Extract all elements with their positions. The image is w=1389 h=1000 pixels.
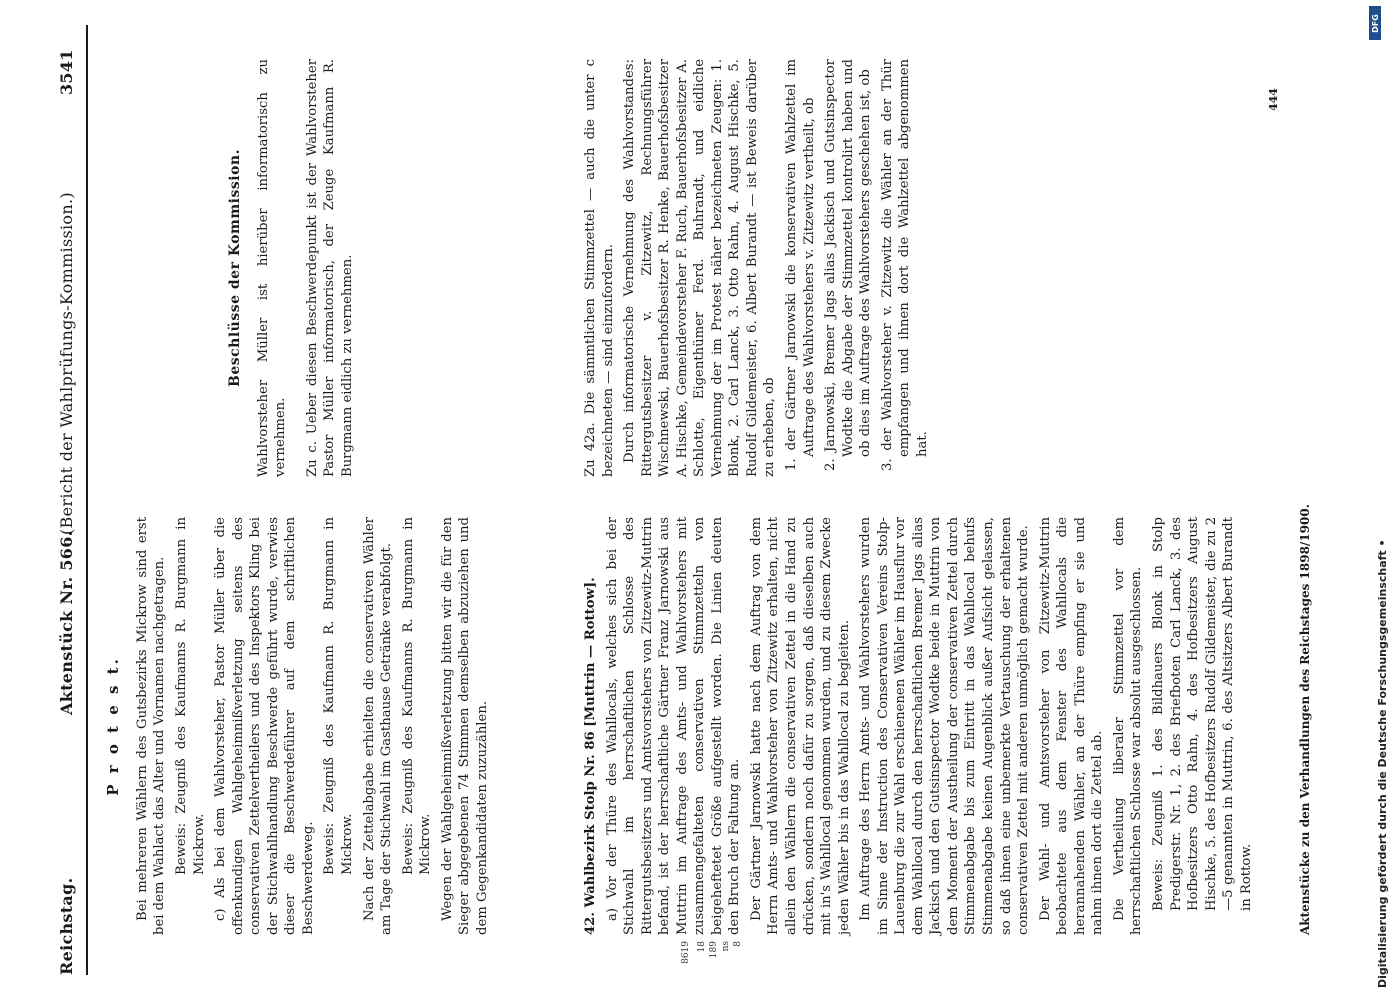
header-rule [86, 25, 88, 975]
commission-paragraph-2: Zu c. Ueber diesen Beschwerdepunkt ist der Wahlvorsteher Pastor Müller informatorisch, der Zeuge Kaufmann R. Burgmann eidlich zu vernehmen. [304, 59, 355, 477]
page-header [56, 25, 82, 975]
commission-item-3: 3. der Wahlvorsteher v. Zitzewitz die Wähler an der Thür empfangen und ihnen dort die Wahlzettel abgenommen hat. [879, 59, 930, 471]
commission-42a: Zu 42a. Die sämmtlichen Stimmzettel — auch die unter c bezeichneten — sind einzufordern. [583, 59, 616, 477]
commission-section [222, 59, 360, 477]
district-proof: Beweis: Zeugniß 1. des Bildhauers Blonk in Stolp Predigerstr. Nr. 1, 2. des Briefboten Carl Lanck, 3. des Hofbesitzers Otto Rahn, 4. des Hofbesitzers August Hischke, 5. des Hofbesitzers Rudolf Gildemeister, die zu 2—5 genannten in Muttrin, 6. des Altsitzers Albert Burandt in Rottow. [1150, 517, 1254, 911]
margin-number: 18 [697, 941, 707, 953]
proof-3: Beweis: Zeugniß des Kaufmanns R. Burgmann in Mickrow. [400, 517, 434, 875]
district-paragraph-5: Die Vertheilung liberaler Stimmzettel vor dem herrschaftlichen Schlosse war absolut ausgeschlossen. [1111, 517, 1145, 935]
district-paragraph-1: a) Vor der Thüre des Wahllocals, welches sich bei der Stichwahl im herrschaftlichen Schlosse des Rittergutsbesitzers und Amtsvorstehers von Zitzewitz-Muttrin befand, ist der herrschaftliche Gärtner Franz Jarnowski aus Muttrin im Auftrage des Amts- und Wahlvorstehers mit zusammengefalteten conservativen Stimmzetteln von beigeheftetet Größe aufgestellt worden. Die Linien deuten den Bruch der Faltung an. [604, 517, 743, 935]
margin-number: 8 [733, 941, 743, 947]
protest-paragraph-2: c) Als bei dem Wahlvorsteher, Pastor Müller über die offenkundigen Wahlgeheimnißverletzung seitens des conservativen Zettelvertheilers und des Inspektors Kling bei der Stichwahlhandlung Beschwerde geführt wurde, verwies dieser die Beschwerdeführer auf dem schriftlichen Beschwerdeweg. [213, 517, 316, 935]
header-report-title: (Bericht der Wahlprüfungs-Kommission.) [57, 192, 76, 535]
header-reichstag: Reichstag. [57, 877, 76, 975]
page-footer: Aktenstücke zu den Verhandlungen des Reichstages 1898/1900. [1298, 504, 1312, 935]
margin-number: 8619 [681, 941, 691, 964]
signature-mark: 444 [1267, 88, 1280, 111]
commission-42-evidence: Durch informatorische Vernehmung des Wahlvorstandes: Rittergutsbesitzer v. Zitzewitz, Rechnungsführer Wischnewski, Bauerhofsbesitzer R. Henke, Bauerhofsbesitzer A. Hischke, Gemeindevorsteher F. Ruch, Bauerhofsbesitzer A. Schlotte, Eigenthümer Ferd. Buhrandt, und eidliche Vernehmung der im Protest näher bezeichneten Zeugen: 1. Blonk, 2. Carl Lanck, 3. Otto Rahn, 4. August Hischke, 5. Rudolf Gildemeister, 6. Albert Burandt — ist Beweis darüber zu erheben, ob [622, 59, 778, 477]
district-paragraph-4: Der Wahl- und Amtsvorsteher von Zitzewitz-Muttrin beobachtete aus dem Fenster des Wahllocals die herannahenden Wähler, an der Thüre empfing er sie und nahm ihnen dort die Zettel ab. [1037, 517, 1106, 935]
margin-number: 189 [709, 941, 719, 959]
proof-1: Beweis: Zeugniß des Kaufmanns R. Burgmann in Mickrow. [174, 517, 207, 875]
commission-42-section [582, 59, 935, 477]
district-42-section [582, 517, 1259, 935]
commission-item-2: 2. Jarnowski, Bremer Jags alias Jackisch und Gutsinspector Wodtke die Abgabe der Stimmzettel kontrolirt haben und ob dies im Auftrage des Wahlvorstehers geschehen ist, ob [823, 59, 874, 471]
protest-title: P r o t e s t. [104, 656, 122, 796]
district-paragraph-3: Im Auftrage des Herrn Amts- und Wahlvorstehers wurden im Sinne der Instruction des Conservativen Vereins Stolp-Lauenburg die zur Wahl erschienenen Wähler im Hausflur vor dem Wahllocal durch den herrschaftlichen Bremer Jags alias Jackisch und den Gutsinspector Wodtke beide in Muttrin von dem Moment der Austheilung der conservativen Zettel durch Stimmenabgabe bis zum Eintritt in das Wahllocal behufs Stimmenabgabe keinen Augenblick außer Aufsicht gelassen, so daß ihnen eine unbemerkte Vertauschung der erhaltenen conservativen Zettel mit anderen unmöglich gemacht wurde. [858, 517, 1032, 935]
district-heading: 42. Wahlbezirk Stolp Nr. 86 [Muttrin — Rottow]. [583, 577, 598, 935]
commission-item-1: 1. der Gärtner Jarnowski die konservativen Wahlzettel im Auftrage des Wahlvorstehers v. Zitzewitz vertheilt, ob [784, 59, 817, 471]
digitization-note: Digitalisierung gefördert durch die Deutsche Forschungsgemeinschaft • [1376, 539, 1389, 988]
commission-title: Beschlüsse der Kommission. [227, 149, 243, 387]
margin-number: ns [721, 941, 731, 952]
protest-paragraph-4: Wegen der Wahlgeheimnißverletzung bitten wir die für den Sieger abgegebenen 74 Stimmen demselben abzuziehen und dem Gegenkandidaten zuzuzählen. [439, 517, 490, 935]
protest-paragraph-3: Nach der Zettelabgabe erhielten die conservativen Wähler am Tage der Stichwahl im Gasthause Getränke verabfolgt. [361, 517, 395, 935]
protest-paragraph-1: Bei mehreren Wählern des Gutsbezirks Mickrow sind erst bei dem Wahlact das Alter und Vornamen nachgetragen. [134, 517, 168, 935]
page-number: 3541 [57, 49, 76, 95]
rotated-document-page [42, 25, 1342, 975]
dfg-logo: DFG [1369, 6, 1381, 40]
district-paragraph-2: Der Gärtner Jarnowski hatte nach dem Auftrag von dem Herrn Amts- und Wahlvorsteher von Zitzewitz erhalten, nicht allein den Wählern die conservativen Zettel in die Hand zu drücken, sondern noch dafür zu sorgen, daß dieselben auch mit in's Wahllocal genommen wurden, und zu diesem Zwecke jeden Wähler bis in das Wahllocal zu begleiten. [748, 517, 852, 935]
commission-paragraph-1: Wahlvorsteher Müller ist hierüber informatorisch zu vernehmen. [255, 59, 289, 477]
proof-2: Beweis: Zeugniß des Kaufmann R. Burgmann in Mickrow. [322, 517, 355, 875]
header-document-number: Aktenstück Nr. 566. [57, 530, 76, 715]
protest-section [100, 517, 495, 935]
